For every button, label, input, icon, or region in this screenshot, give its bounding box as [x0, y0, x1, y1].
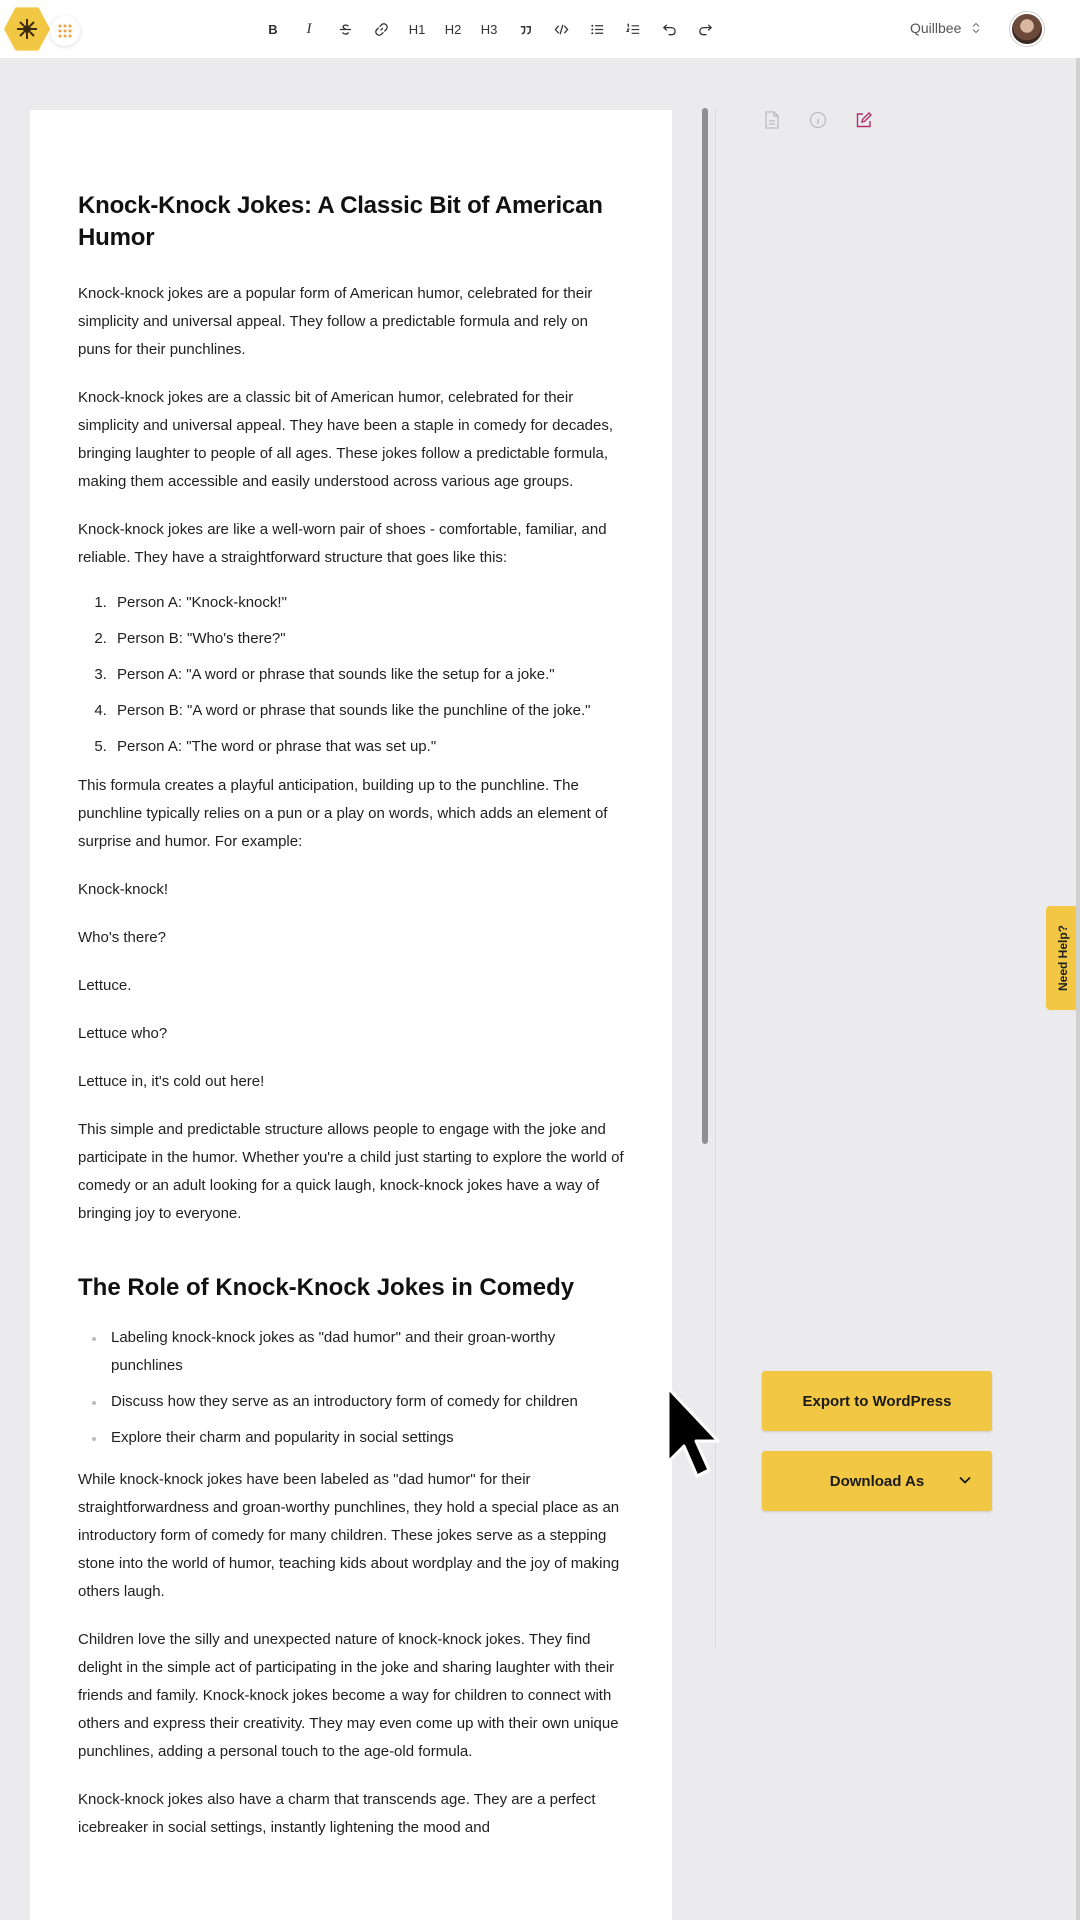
- joke-line[interactable]: Lettuce in, it's cold out here!: [78, 1073, 265, 1090]
- heading-3-button[interactable]: H3: [480, 21, 498, 37]
- export-label: Export to WordPress: [802, 1392, 952, 1410]
- bullet-list: [78, 1324, 624, 1452]
- need-help-tab[interactable]: [1046, 906, 1080, 1010]
- chevron-down-icon: [958, 1473, 972, 1487]
- format-toolbar: [255, 14, 723, 44]
- code-icon[interactable]: [543, 14, 579, 44]
- link-icon[interactable]: [363, 14, 399, 44]
- list-item[interactable]: 1. Person A: "Knock-knock!": [111, 592, 624, 614]
- user-avatar[interactable]: [1010, 12, 1044, 46]
- list-item[interactable]: 2. Person B: "Who's there?": [111, 628, 624, 650]
- workspace-name: Quillbee: [910, 20, 962, 36]
- document-icon[interactable]: [762, 110, 782, 130]
- paragraph[interactable]: This simple and predictable structure allows people to engage with the joke and participate in the humor. Whether you're a child just starting to explore the world of comedy or an adult looking for a quick laugh, knock-knock jokes have a way of bringing joy to everyone.: [78, 1121, 624, 1222]
- paragraph[interactable]: While knock-knock jokes have been labeled as "dad humor" for their straightforwardness and groan-worthy punchlines, they hold a special place as an introductory form of comedy for many children. These jokes serve as a stepping stone into the world of humor, teaching kids about wordplay and the joy of making others laugh.: [78, 1471, 620, 1600]
- heading-2-button[interactable]: H2: [444, 21, 462, 37]
- document-editor[interactable]: [30, 110, 672, 1920]
- download-label: Download As: [829, 1472, 925, 1490]
- info-icon[interactable]: [808, 110, 828, 130]
- mouse-pointer-icon: [664, 1386, 722, 1482]
- heading-1-button[interactable]: H1: [408, 21, 426, 37]
- apps-grid-icon[interactable]: [50, 16, 80, 46]
- need-help-label: Need Help?: [1056, 924, 1070, 991]
- document-scrollbar[interactable]: [702, 108, 708, 1144]
- list-item[interactable]: 4. Person B: "A word or phrase that sounds like the punchline of the joke.": [111, 700, 624, 722]
- updown-chevron-icon: [971, 22, 981, 34]
- list-item[interactable]: Labeling knock-knock jokes as "dad humor" and their groan-worthy punchlines: [111, 1324, 624, 1380]
- edit-icon[interactable]: [854, 110, 874, 130]
- panel-tabs: [762, 110, 874, 130]
- paragraph[interactable]: Knock-knock jokes are a popular form of American humor, celebrated for their simplicity and universal appeal. They follow a predictable formula and rely on puns for their punchlines.: [78, 285, 593, 358]
- workspace-selector[interactable]: [910, 20, 981, 36]
- steps-list: [78, 592, 624, 758]
- joke-line[interactable]: Lettuce who?: [78, 1025, 168, 1042]
- joke-line[interactable]: Who's there?: [78, 929, 166, 946]
- top-bar: [0, 0, 1080, 58]
- section-heading[interactable]: The Role of Knock-Knock Jokes in Comedy: [78, 1274, 575, 1301]
- joke-line[interactable]: Lettuce.: [78, 977, 132, 994]
- undo-icon[interactable]: [651, 14, 687, 44]
- paragraph[interactable]: Children love the silly and unexpected nature of knock-knock jokes. They find delight in the simple act of participating in the joke and sharing laughter with their friends and family. Knock-knock jokes become a way for children to connect with others and express their creativity. They may even come up with their own unique punchlines, adding a personal touch to the age-old formula.: [78, 1631, 619, 1760]
- list-item[interactable]: Explore their charm and popularity in social settings: [111, 1424, 624, 1452]
- numbered-list-icon[interactable]: [615, 14, 651, 44]
- download-as-button[interactable]: [762, 1451, 992, 1511]
- joke-line[interactable]: Knock-knock!: [78, 881, 169, 898]
- export-to-wordpress-button[interactable]: [762, 1371, 992, 1431]
- paragraph[interactable]: Knock-knock jokes are a classic bit of American humor, celebrated for their simplicity and universal appeal. They have been a staple in comedy for decades, bringing laughter to people of all ages. These jokes follow a predictable formula, making them accessible and easily understood across various age groups.: [78, 389, 614, 490]
- list-item[interactable]: 3. Person A: "A word or phrase that sounds like the setup for a joke.": [111, 664, 624, 686]
- quote-icon[interactable]: [507, 14, 543, 44]
- paragraph[interactable]: Knock-knock jokes also have a charm that transcends age. They are a perfect icebreaker in social settings, instantly lightening the mood and: [78, 1791, 596, 1836]
- paragraph[interactable]: This formula creates a playful anticipation, building up to the punchline. The punchline typically relies on a pun or a play on words, which adds an element of surprise and humor. For example:: [78, 777, 608, 850]
- window-edge: [1076, 58, 1080, 1920]
- paragraph[interactable]: Knock-knock jokes are like a well-worn pair of shoes - comfortable, familiar, and reliable. They have a straightforward structure that goes like this:: [78, 521, 607, 566]
- list-item[interactable]: Discuss how they serve as an introductory form of comedy for children: [111, 1388, 624, 1416]
- list-item[interactable]: 5. Person A: "The word or phrase that was set up.": [111, 736, 624, 758]
- document-title[interactable]: Knock-Knock Jokes: A Classic Bit of American Humor: [78, 192, 603, 251]
- logo-icon[interactable]: [4, 6, 50, 52]
- bold-button[interactable]: B: [268, 21, 278, 37]
- strikethrough-icon[interactable]: [327, 14, 363, 44]
- redo-icon[interactable]: [687, 14, 723, 44]
- italic-button[interactable]: I: [306, 20, 312, 37]
- bullet-list-icon[interactable]: [579, 14, 615, 44]
